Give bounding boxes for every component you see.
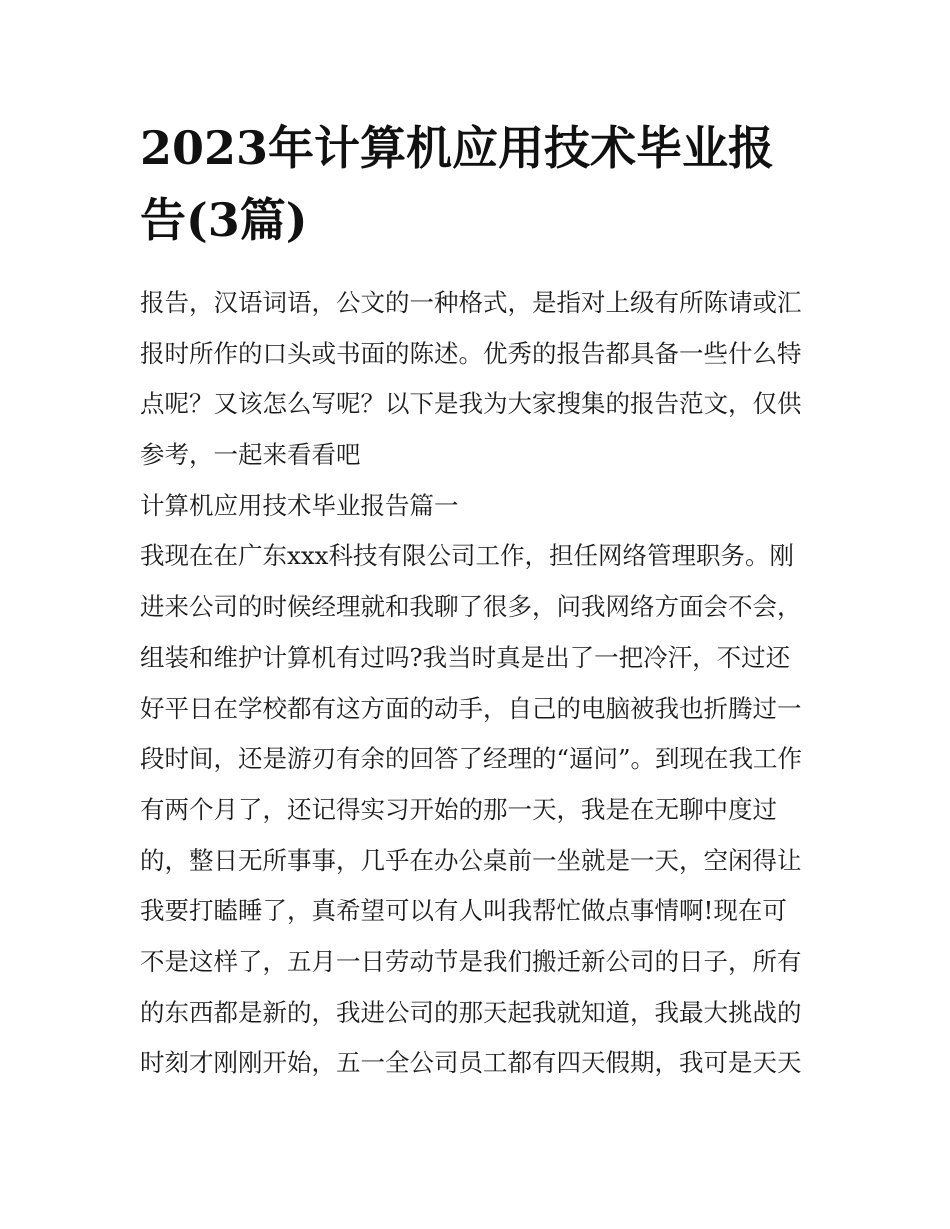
paragraph-line: 时刻才刚刚开始，五一全公司员工都有四天假期，我可是天天 [140, 1048, 802, 1078]
paragraph-line: 不是这样了，五月一日劳动节是我们搬迁新公司的日子，所有 [140, 946, 802, 976]
section-heading: 计算机应用技术毕业报告篇一 [140, 490, 459, 520]
document-title [140, 112, 820, 256]
paragraph-line: 好平日在学校都有这方面的动手，自己的电脑被我也折腾过一 [140, 693, 802, 723]
paragraph-line: 的东西都是新的，我进公司的那天起我就知道，我最大挑战的 [140, 997, 802, 1027]
intro-line: 报告，汉语词语，公文的一种格式，是指对上级有所陈请或汇 [140, 288, 802, 317]
intro-line: 点呢？又该怎么写呢？以下是我为大家搜集的报告范文，仅供 [140, 389, 802, 419]
title-line: 2023年计算机应用技术毕业报 [140, 121, 775, 175]
paragraph-line: 我要打瞌睡了，真希望可以有人叫我帮忙做点事情啊!现在可 [140, 896, 787, 926]
intro-line: 报时所作的口头或书面的陈述。优秀的报告都具备一些什么特 [140, 338, 802, 368]
paragraph-line: 我现在在广东xxx科技有限公司工作，担任网络管理职务。刚 [140, 541, 794, 571]
paragraph-line: 组装和维护计算机有过吗?我当时真是出了一把冷汗，不过还 [140, 642, 791, 672]
intro-line: 参考，一起来看看吧 [140, 440, 361, 470]
paragraph-line: 有两个月了，还记得实习开始的那一天，我是在无聊中度过 [140, 794, 777, 824]
paragraph-line: 进来公司的时候经理就和我聊了很多，问我网络方面会不会， [140, 592, 802, 622]
paragraph-line: 的，整日无所事事，几乎在办公桌前一坐就是一天，空闲得让 [140, 845, 802, 875]
document-body [140, 278, 820, 1089]
title-line: 告(3篇) [140, 193, 308, 247]
paragraph-line: 段时间，还是游刃有余的回答了经理的“逼问”。到现在我工作 [140, 744, 803, 774]
